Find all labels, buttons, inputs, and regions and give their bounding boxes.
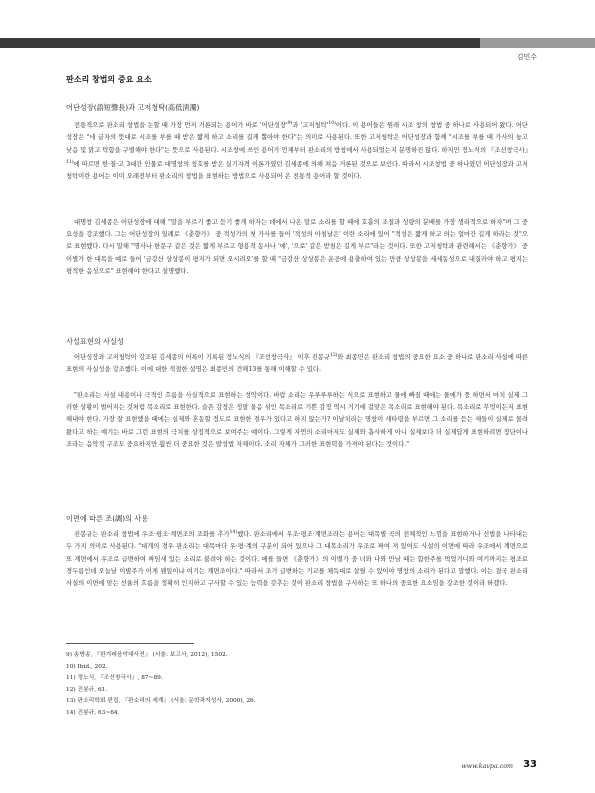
page-number: 33	[523, 759, 537, 770]
paragraph-1-text-b: 과 '고저청탁'	[292, 122, 329, 130]
footnote-item: 12) 진봉규, 61.	[66, 686, 108, 693]
header-bar	[0, 38, 595, 48]
footnote-ref-10: 10)	[328, 121, 336, 126]
header-bar-light	[480, 38, 595, 48]
footnote-item: 11) 정노식, 『조선창극사』, 87~89.	[66, 675, 163, 681]
footnote-item: 13) 판소리학회 편집, 『판소리의 세계』 (서울: 문학과지성사, 2000), 26.	[66, 698, 256, 704]
paragraph-1-text-a: 전통적으로 판소리 창법을 논할 때 가장 먼저 거론되는 용어가 바로 '어단성장'	[74, 122, 288, 130]
paragraph-1-text-c: 이다. 이 용어들은 원래 시조 창의 창법 중 하나로 사용되어 왔다. 어단성장은 "네 글자의 뜻대로 시조를 부를 때 받은 짧게 하고 소리를 길게 뽑아야 한다"는 의미로 사용된다. 또한 고저청탁은 어단성장과 함께 "시조를 부를 때 가사의 높고 낮음 및 맑고 탁함을 구별해야 한다"는 뜻으로 사용된다. 시조창에 쓰인 용어가 언제부터 판소리의 방창에서 사용되었는지 분명하진 않다. 하지만 정노식의 『조선창극사』	[66, 122, 532, 154]
subsection-heading-2: 사설표현의 사실성	[66, 337, 124, 346]
paragraph-2: 대명창 김세종은 어단성장에 대해 "말을 부르기 좋고 듣기 좋게 하자는 데에서 나온 말로 소리를 할 때에 호흡의 조절과 성량의 분배를 가장 생리적으로 하자"며 그 중요성을 강조했다. 그는 어단성장의 일례로 《춘향가》 중 적성가의 첫 가사를 들어 '적성의 아침날은' 이란 소리에 있어 "적성은 짧게 하고 의는 얼마간 길게 하라는 것"으로 표현했다. 다시 말해 "명사나 한문구 같은 것은 짧게 부르고 형용적 동사나 '에', '으로' 같은 받침은 길게 부르"라는 것이다. 또한 고저청탁과 관련해서는 《춘향가》 중 이별가 한 대목을 예로 들어 '금강산 상상봉이 평지가 되면 오시려오'를 할 때 "금강산 상상봉은 운공에 용출하여 있는 만큼 상상봉을 세세동성으로 내질러야 하고 평지는 평적한 음성으로" 표현해야 한다고 설명했다.	[66, 219, 528, 275]
section-title: 판소리 창법의 중요 요소	[66, 75, 152, 84]
paragraph-3	[66, 350, 528, 377]
footnote-list	[66, 650, 466, 719]
footer-url: www.kavpa.com	[461, 763, 513, 770]
paragraph-3-text-b: 와 최종민은 판소리 창법의 중요한 요소 중 하나로 판소리 사설에 따른 표현의 사실성을 강조했다. 이에 대한 적절한 설명은 최종민의 견해13를 통해 이해할 수 있다.	[66, 354, 528, 374]
footnote-ref-12: 12)	[329, 353, 338, 358]
author-name: 김민수	[516, 53, 537, 61]
paragraph-1-text-d: 에 따르면 헌·철·고 3대간 인물로 대명창의 칭호를 받은 실기자격 이론가였던 김세종에 의해 처음 거론된 것으로 보인다. 따라서 시조창법 중 하나였던 어단성장과 고저청탁이란 용어는 이미 오래전부터 판소리의 창법을 표현하는 방법으로 사용되어 온 전통적 용어라 할 것이다.	[66, 160, 528, 180]
paragraph-1	[66, 118, 532, 183]
footnote-ref-11: 11)	[66, 159, 74, 165]
paragraph-3-text-a: 어단성장과 고저청탁이 강조된 김세종의 어록이 기록된 정노식의 『조선창극사』 이후 진봉규	[74, 354, 330, 362]
footnote-ref-9: 9)	[287, 121, 293, 126]
header-bar-dark	[0, 38, 480, 48]
paragraph-5-text-a: 진봉규는 판소리 창법에 우조·평조·계면조의 조화를 추가	[74, 531, 230, 539]
footnote-item: 14) 진봉규, 63~64.	[66, 709, 120, 716]
footnote-item: 10) Ibid., 202.	[66, 663, 108, 670]
footnote-item: 9) 송방송, 『한겨레음악대사전』 (서울: 보고사, 2012), 1502.	[66, 652, 228, 658]
quote-paragraph: "판소리는 사설 내용이나 극적인 흐름을 사실적으로 표현하는 성악이다. 바람 소리는 우루루루하는 식으로 표현하고 물에 빠질 때에는 물에가 풍 하면서 마치 실제 그러한 상황이 벌어지는 것처럼 목소리로 표현한다. 슬픈 감정은 정말 울음 섞인 목소리로 기쁜 감정 역시 거기에 걸맞은 목소리로 표현해야 된다. 목소리로 무엇이든지 표현해내야 한다. 가장 잘 표현했을 때에는 실제와 혼동할 정도로 표현한 경우가 있다고 하지 않는가? 이날치라는 명창이 새타령을 부르면 그 소리를 듣는 새들이 실제로 몰려왔다고 하는 얘기는 바로 그런 표현의 극치를 상징적으로 보여주는 예이다. 그렇게 자연의 소리마저도 실제와 흡사하게 아니 실제보다 더 실제답게 표현하려면 장단이나 조라는 음악적 구조도 중요하지만 훨씬 더 중요한 것은 발성법 자체이다. 소리 자체가 그러한 표현력을 가져야 된다는 것이다."	[66, 392, 528, 448]
paragraph-5-text-b: 했다. 판소리에서 우조·평조·계면조라는 용어는 대목별 곡의 전체적인 느낌을 표현하거나 선법을 나타내는 두 가지 의미로 사용된다. "대개의 경우 판소리는 대목마다 우·평·계의 구분이 되어 있으나 그 대목소리가 우조로 짜여 져 있어도 사설의 이면에 따라 우조에서 계면으로 또 계면에서 우조로 급변하여 짜임새 있는 소리로 불려야 하는 것이다. 예를 들면 《춘향가》의 이별가 중 너와 나와 만남 때는 함한주를 먹었거니와 여기까지는 평조로 경두름인데 오늘날 이별주가 이게 웬일이냐 여기는 계면조이다." 따라서 조가 급변하는 기교를 체득대로 살릴 수 있어야 명창의 소리가 된다고 말했다. 이는 결국 판소리 사설의 이면에 맞는 선율의 흐름을 정확히 인지하고 구사할 수 있는 능력을 갖추는 것이 판소리 창법을 구사하는 또 하나의 중요한 요소임을 강조한 것이라 하겠다.	[66, 531, 528, 587]
subsection-heading-1: 어단성장(語短聲長)과 고저청탁(高低淸濁)	[66, 103, 200, 112]
paragraph-5	[66, 527, 528, 590]
subsection-heading-3: 이면에 따른 조(調)의 사용	[66, 514, 149, 523]
footnote-ref-14: 14)	[229, 530, 238, 535]
footnote-divider	[66, 643, 194, 644]
